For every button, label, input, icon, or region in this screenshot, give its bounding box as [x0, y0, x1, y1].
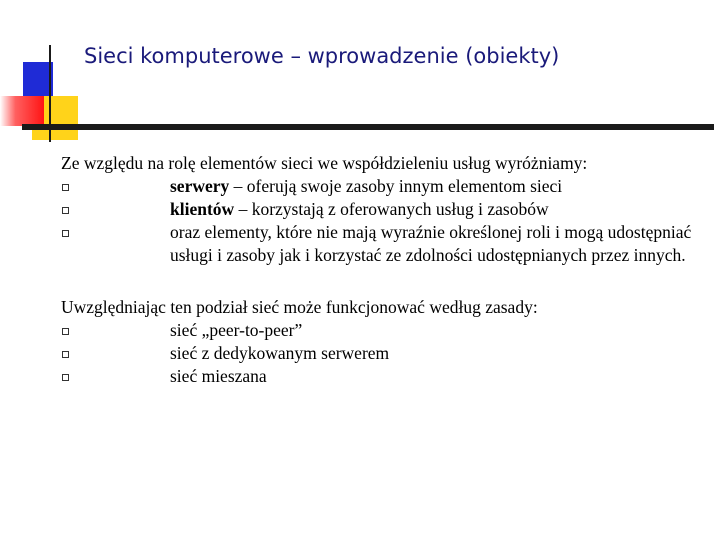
network-type-item-dedicated: [61, 342, 701, 365]
network-type-label: sieć „peer-to-peer”: [170, 320, 303, 340]
network-type-item-mixed: [61, 365, 701, 388]
role-list-item-other: [61, 221, 701, 267]
section1-intro: Ze względu na rolę elementów sieci we współdzieleniu usług wyróżniamy:: [61, 153, 588, 173]
section2-intro: Uwzględniając ten podział sieć może funkcjonować według zasady:: [61, 297, 538, 317]
role-list: [61, 175, 701, 267]
role-list-item-clients: [61, 198, 701, 221]
role-desc-other: oraz elementy, które nie mają wyraźnie określonej roli i mogą udostępniać usługi i zasoby jak i korzystać ze zdolności udostępnianych przez innych.: [170, 222, 692, 265]
network-type-list: [61, 319, 701, 388]
slide-body: [61, 152, 701, 388]
role-term-servers: serwery: [170, 176, 230, 196]
slide-title: Sieci komputerowe – wprowadzenie (obiekty): [84, 44, 560, 68]
hollow-square-bullet-icon: [62, 351, 69, 358]
hollow-square-bullet-icon: [62, 230, 69, 237]
network-type-label: sieć mieszana: [170, 366, 267, 386]
hollow-square-bullet-icon: [62, 374, 69, 381]
role-desc-clients: – korzystają z oferowanych usług i zasobów: [234, 199, 549, 219]
network-type-label: sieć z dedykowanym serwerem: [170, 343, 390, 363]
title-divider-rule: [22, 124, 714, 130]
section-spacer: [61, 267, 701, 296]
hollow-square-bullet-icon: [62, 184, 69, 191]
network-type-item-p2p: [61, 319, 701, 342]
role-desc-servers: – oferują swoje zasoby innym elementom sieci: [229, 176, 563, 196]
hollow-square-bullet-icon: [62, 328, 69, 335]
role-list-item-servers: [61, 175, 701, 198]
decorative-red-gradient-bar: [0, 96, 44, 126]
hollow-square-bullet-icon: [62, 207, 69, 214]
role-term-clients: klientów: [170, 199, 235, 219]
